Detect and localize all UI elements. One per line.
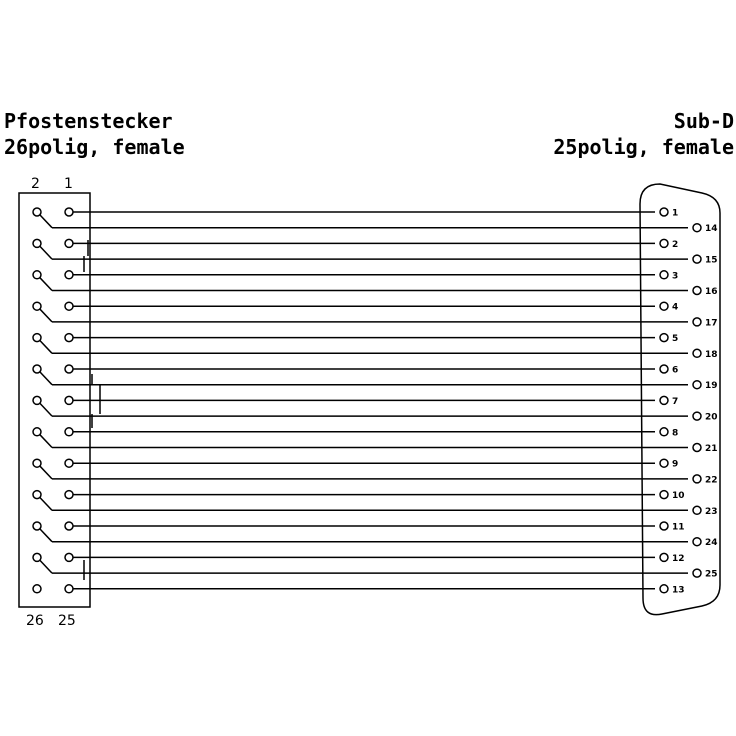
header-pin-9 <box>65 334 73 342</box>
header-pin-16 <box>33 428 41 436</box>
dsub-pin-label-7: 7 <box>672 396 679 407</box>
dsub-pin-12 <box>660 553 668 561</box>
dsub-pin-8 <box>660 428 668 436</box>
header-pin-lead-22 <box>40 529 52 542</box>
header-pins <box>33 208 73 593</box>
header-pin-23 <box>65 553 73 561</box>
header-pin-lead-20 <box>40 498 52 511</box>
dsub-pin-label-19: 19 <box>705 381 718 392</box>
header-pin-12 <box>33 365 41 373</box>
header-pin-19 <box>65 491 73 499</box>
header-pin-6 <box>33 271 41 279</box>
dsub-pin-label-16: 16 <box>705 287 718 297</box>
dsub-pin-2 <box>660 239 668 247</box>
ribbon-wires <box>52 212 688 589</box>
dsub-pin-label-25: 25 <box>705 569 718 580</box>
dsub-pin-3 <box>660 271 668 279</box>
header-pin-25 <box>65 585 73 593</box>
dsub-connector-shell <box>640 184 720 615</box>
dsub-pin-label-5: 5 <box>672 334 679 345</box>
header-pin-7 <box>65 302 73 310</box>
header-pin-lead-12 <box>40 372 52 385</box>
dsub-pin-19 <box>693 381 701 389</box>
dsub-pin-label-4: 4 <box>672 302 679 313</box>
header-pin-13 <box>65 396 73 404</box>
header-pin-lead-4 <box>40 246 52 259</box>
right-title-line1: Sub-D <box>673 109 734 133</box>
dsub-pin-label-10: 10 <box>672 491 685 502</box>
header-pin-lead-24 <box>40 560 52 573</box>
dsub-pin-25 <box>693 569 701 577</box>
header-pin-10 <box>33 334 41 342</box>
dsub-pin-11 <box>660 522 668 530</box>
header-pin-15 <box>65 428 73 436</box>
dsub-pin-5 <box>660 334 668 342</box>
dsub-pin-label-3: 3 <box>672 271 679 282</box>
header-pin-11 <box>65 365 73 373</box>
left-title-line1: Pfostenstecker <box>4 109 173 133</box>
header-pin-lead-8 <box>40 309 52 322</box>
header-pin-lead-16 <box>40 435 52 448</box>
dsub-pin-4 <box>660 302 668 310</box>
dsub-pin-label-14: 14 <box>705 224 718 235</box>
dsub-pin-label-13: 13 <box>672 585 685 596</box>
dsub-pin-17 <box>693 318 701 326</box>
header-pin-20 <box>33 491 41 499</box>
header-label-top-1: 1 <box>64 176 73 192</box>
dsub-pin-15 <box>693 255 701 263</box>
dsub-pin-label-8: 8 <box>672 428 679 439</box>
dsub-pin-21 <box>693 444 701 452</box>
dsub-pin-18 <box>693 349 701 357</box>
dsub-pin-label-20: 20 <box>705 412 718 423</box>
header-label-top-2: 2 <box>31 176 40 192</box>
dsub-pin-label-21: 21 <box>705 444 718 454</box>
header-pin-5 <box>65 271 73 279</box>
right-title-line2: 25polig, female <box>553 135 734 159</box>
header-label-bottom-26: 26 <box>26 613 44 629</box>
header-pin-lead-18 <box>40 466 52 479</box>
dsub-pin-label-1: 1 <box>672 208 679 219</box>
dsub-pin-23 <box>693 506 701 514</box>
dsub-pin-20 <box>693 412 701 420</box>
dsub-pin-label-15: 15 <box>705 255 718 266</box>
header-pin-26 <box>33 585 41 593</box>
dsub-pin-label-24: 24 <box>705 538 718 549</box>
dsub-pin-6 <box>660 365 668 373</box>
dsub-pin-9 <box>660 459 668 467</box>
dsub-pin-24 <box>693 538 701 546</box>
header-pin-lead-6 <box>40 278 52 291</box>
dsub-pin-label-6: 6 <box>672 365 679 376</box>
dsub-pin-label-11: 11 <box>672 522 685 533</box>
dsub-pin-label-9: 9 <box>672 459 679 470</box>
header-pin-24 <box>33 553 41 561</box>
header-pin-21 <box>65 522 73 530</box>
header-pin-3 <box>65 239 73 247</box>
dsub-pin-label-12: 12 <box>672 553 685 564</box>
header-pin-8 <box>33 302 41 310</box>
dsub-pin-13 <box>660 585 668 593</box>
dsub-pin-label-17: 17 <box>705 318 718 329</box>
dsub-pin-label-2: 2 <box>672 239 679 250</box>
header-pin-14 <box>33 396 41 404</box>
dsub-pin-16 <box>693 287 701 295</box>
header-pin-lead-14 <box>40 403 52 416</box>
header-pin-lead-2 <box>40 215 52 228</box>
dsub-pin-label-18: 18 <box>705 349 718 360</box>
header-pin-2 <box>33 208 41 216</box>
dsub-pin-10 <box>660 491 668 499</box>
header-pin-1 <box>65 208 73 216</box>
dsub-pins <box>660 208 718 595</box>
header-pin-18 <box>33 459 41 467</box>
dsub-pin-label-22: 22 <box>705 475 718 486</box>
dsub-pin-1 <box>660 208 668 216</box>
header-label-bottom-25: 25 <box>58 613 76 629</box>
header-pin-22 <box>33 522 41 530</box>
dsub-pin-14 <box>693 224 701 232</box>
header-pin-lead-10 <box>40 341 52 354</box>
header-pin-4 <box>33 239 41 247</box>
left-title-line2: 26polig, female <box>4 135 185 159</box>
dsub-pin-7 <box>660 396 668 404</box>
dsub-pin-label-23: 23 <box>705 506 718 517</box>
header-pin-17 <box>65 459 73 467</box>
dsub-pin-22 <box>693 475 701 483</box>
